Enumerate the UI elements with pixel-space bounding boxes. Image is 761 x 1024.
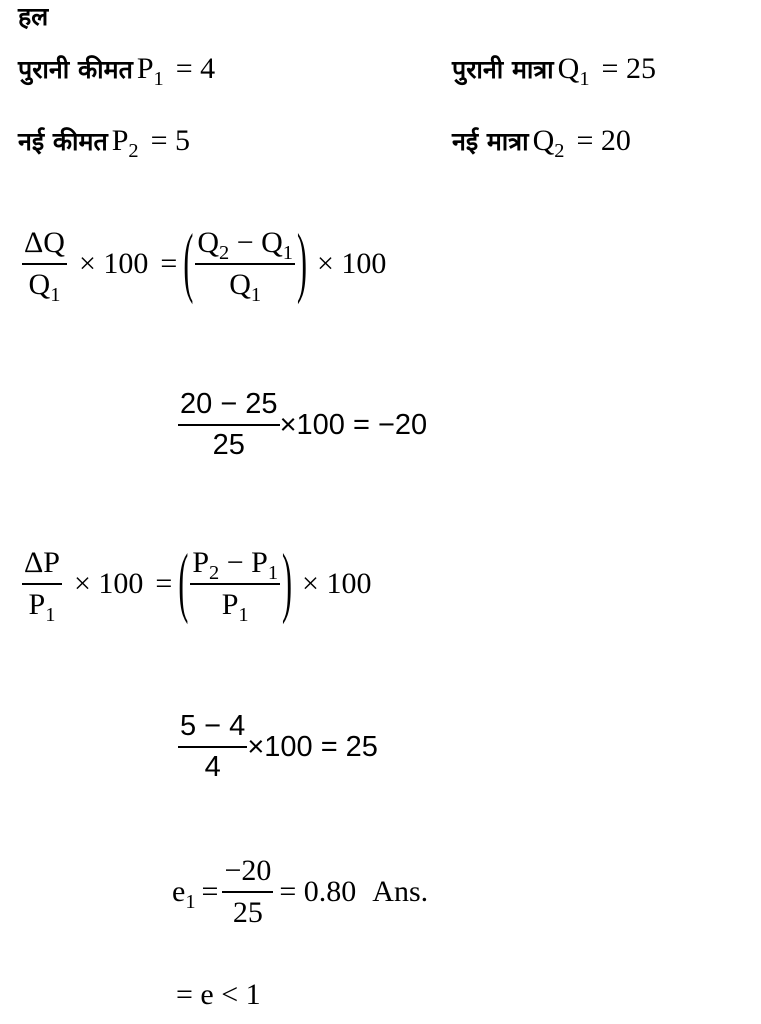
price-change-calc: $\frac{5 - 4}{4}$ ×100 = 25 bbox=[180, 710, 378, 783]
new-qty-symbol: $Q_2$ bbox=[532, 124, 565, 162]
elasticity-fraction: $\frac{-20}{25}$ bbox=[224, 854, 272, 929]
old-price-line bbox=[18, 52, 216, 90]
p-difference-fraction: $\frac{P_2 - P_1}{P_1}$ bbox=[192, 546, 279, 626]
p-calc-fraction: $\frac{5 - 4}{4}$ bbox=[180, 710, 246, 783]
solution-heading: हल bbox=[18, 2, 49, 31]
q-calc-fraction: $\frac{20 - 25}{25}$ bbox=[180, 388, 278, 461]
quantity-change-calc: $\frac{20 - 25}{25}$ ×100 = −20 bbox=[180, 388, 428, 461]
old-price-label: पुरानी कीमत bbox=[18, 55, 133, 84]
new-qty-value: = 20 bbox=[576, 124, 631, 157]
answer-label: Ans. bbox=[372, 875, 429, 908]
old-price-symbol: $P_1$ bbox=[136, 52, 164, 90]
new-qty-line bbox=[452, 124, 631, 162]
elasticity-result: $e_1$ = $\frac{-20}{25}$ = 0.80 Ans. bbox=[172, 854, 429, 929]
quantity-change-formula: $\frac{\Delta Q}{Q_1}$ × 100 = ( $\frac{Q_2 - Q_1}{Q_1}$ ) × 100 bbox=[24, 219, 387, 306]
new-price-symbol: $P_2$ bbox=[111, 124, 139, 162]
price-change-formula: $\frac{\Delta P}{P_1}$ × 100 = ( $\frac{P_2 - P_1}{P_1}$ ) × 100 bbox=[24, 539, 372, 626]
delta-q-fraction: $\frac{\Delta Q}{Q_1}$ bbox=[24, 226, 65, 306]
new-price-value: = 5 bbox=[150, 124, 191, 157]
new-qty-label: नई मात्रा bbox=[452, 127, 529, 156]
old-price-value: = 4 bbox=[175, 52, 216, 85]
new-price-line bbox=[18, 124, 191, 162]
old-qty-symbol: $Q_1$ bbox=[557, 52, 590, 90]
old-qty-value: = 25 bbox=[601, 52, 656, 85]
new-price-label: नई कीमत bbox=[18, 127, 108, 156]
delta-p-fraction: $\frac{\Delta P}{P_1}$ bbox=[24, 546, 60, 626]
old-qty-line bbox=[452, 52, 656, 90]
elasticity-symbol: $e_1$ bbox=[172, 875, 196, 913]
old-qty-label: पुरानी मात्रा bbox=[452, 55, 554, 84]
q-difference-fraction: $\frac{Q_2 - Q_1}{Q_1}$ bbox=[197, 226, 293, 306]
conclusion-line: = e < 1 bbox=[176, 978, 261, 1011]
